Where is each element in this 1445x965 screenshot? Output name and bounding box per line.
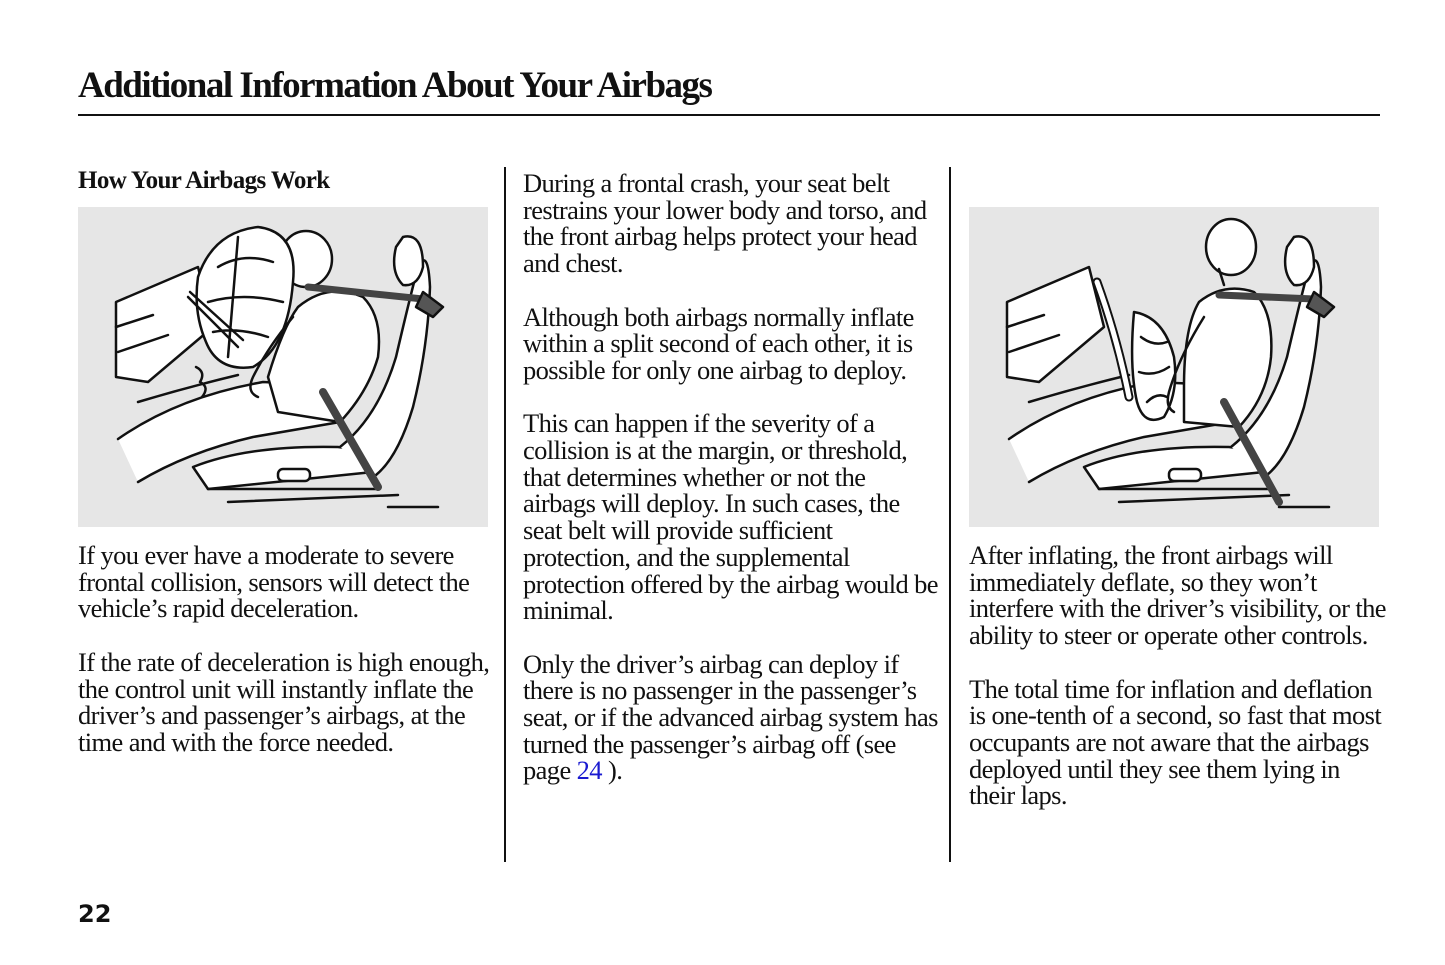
body-paragraph: If the rate of deceleration is high enough, the control unit will instantly inflate the driver’s and passenger’s airbags, at the time and with the force needed. [78, 646, 490, 757]
body-paragraph [523, 648, 943, 786]
body-paragraph: Although both airbags normally inflate within a split second of each other, it is possible for only one airbag to deploy. [523, 301, 914, 385]
section-subheading: How Your Airbags Work [78, 167, 330, 194]
page-reference-link[interactable]: 24 [576, 755, 602, 786]
left-column-body [78, 542, 498, 756]
title-divider [78, 114, 1380, 116]
airbag-deflated-illustration [969, 207, 1379, 527]
body-paragraph: If you ever have a moderate to severe frontal collision, sensors will detect the vehicle’s rapid deceleration. [78, 540, 470, 624]
body-paragraph: After inflating, the front airbags will immediately deflate, so they won’t interfere with the driver’s visibility, or the ability to steer or operate other controls. [969, 540, 1386, 651]
body-paragraph: The total time for inflation and deflation is one-tenth of a second, so fast that most occupants are not aware that the airbags deployed until they see them lying in their laps. [969, 673, 1382, 811]
page-title: Additional Information About Your Airbags [78, 65, 712, 106]
body-paragraph: During a frontal crash, your seat belt restrains your lower body and torso, and the front airbag helps protect your head and chest. [523, 168, 927, 279]
left-column-heading [78, 166, 498, 196]
right-column-body [969, 542, 1389, 809]
paragraph-suffix: ). [601, 755, 623, 786]
middle-column-body [523, 170, 943, 784]
page-number: 22 [78, 900, 112, 928]
column-divider-right [949, 167, 951, 862]
column-divider-left [504, 167, 506, 862]
paragraph-text: Only the driver’s airbag can deploy if there is no passenger in the passenger’s seat, or if the advanced airbag system has turned the passenger’s airbag off (see page [523, 648, 938, 786]
airbag-inflated-illustration [78, 207, 488, 527]
body-paragraph: This can happen if the severity of a collision is at the margin, or threshold, that determines whether or not the airbags will deploy. In such cases, the seat belt will provide sufficient protection, and the supplemental protection offered by the airbag would be minimal. [523, 408, 938, 626]
